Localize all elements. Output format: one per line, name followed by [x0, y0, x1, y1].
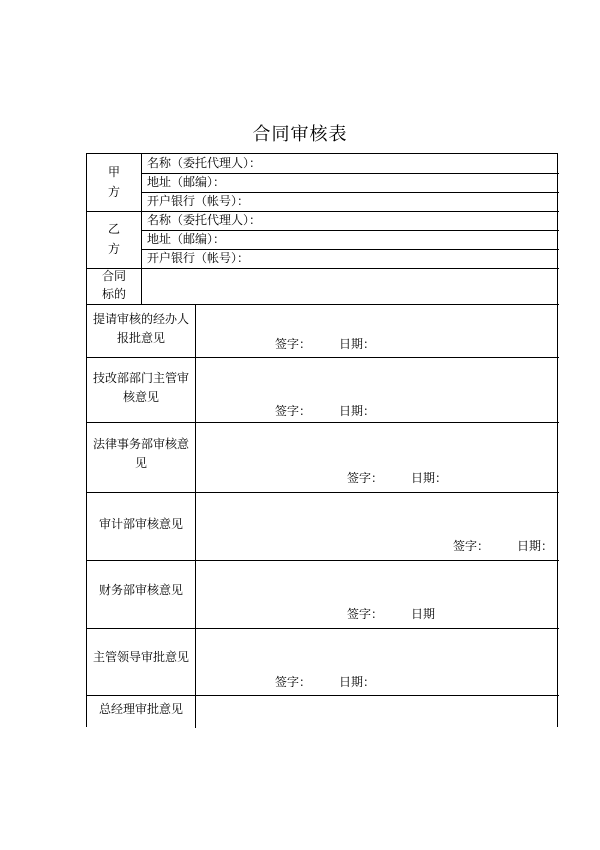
opinion-2-sign[interactable]: 签字： — [275, 404, 312, 418]
row-divider — [87, 357, 559, 358]
opinion-3-label-line1: 法律事务部审核意 — [92, 437, 189, 451]
opinion-1-label-line2: 报批意见 — [116, 331, 165, 345]
party-b-label-line1: 乙 — [107, 222, 120, 236]
opinion-2-date[interactable]: 日期： — [339, 404, 376, 418]
party-b-address-field[interactable]: 地址（邮编）： — [147, 232, 226, 246]
section-divider — [87, 304, 559, 305]
row-divider — [87, 560, 559, 561]
party-a-bank-field[interactable]: 开户银行（帐号）： — [147, 194, 250, 208]
party-a-label-line1: 甲 — [107, 165, 120, 179]
opinion-6-label-line1: 主管领导审批意见 — [92, 650, 189, 664]
opinion-3-date[interactable]: 日期： — [411, 471, 448, 485]
opinion-divider — [195, 304, 196, 728]
party-a-address-field[interactable]: 地址（邮编）： — [147, 175, 226, 189]
row-divider — [87, 695, 559, 696]
opinion-3-sign[interactable]: 签字： — [347, 471, 384, 485]
opinion-4-sign[interactable]: 签字： — [453, 539, 490, 553]
contract-review-form — [86, 153, 558, 727]
subject-divider — [141, 268, 142, 304]
opinion-4-date[interactable]: 日期： — [517, 539, 554, 553]
row-divider — [87, 628, 559, 629]
opinion-7-field[interactable] — [207, 702, 547, 720]
subject-field[interactable] — [147, 276, 547, 294]
subject-label-line2: 标的 — [101, 287, 126, 301]
party-b-label-line2: 方 — [107, 242, 120, 256]
opinion-1-label-line1: 提请审核的经办人 — [92, 312, 189, 326]
opinion-4-label-line1: 审计部审核意见 — [98, 517, 183, 531]
section-divider — [87, 268, 559, 269]
party-b-bank-field[interactable]: 开户银行（帐号）： — [147, 251, 250, 265]
opinion-5-date[interactable]: 日期 — [411, 607, 436, 621]
opinion-2-label-line1: 技改部部门主管审 — [92, 371, 189, 385]
party-a-label-line2: 方 — [107, 185, 120, 199]
opinion-7-label-line1: 总经理审批意见 — [98, 702, 183, 716]
page-title: 合同审核表 — [252, 124, 348, 145]
party-a-name-field[interactable]: 名称（委托代理人）： — [147, 156, 262, 170]
subject-label-line1: 合同 — [101, 269, 126, 283]
row-divider — [87, 422, 559, 423]
opinion-5-sign[interactable]: 签字： — [347, 607, 384, 621]
opinion-1-sign[interactable]: 签字： — [275, 337, 312, 351]
opinion-1-date[interactable]: 日期： — [339, 337, 376, 351]
opinion-3-label-line2: 见 — [134, 456, 147, 470]
opinion-2-label-line2: 核意见 — [122, 390, 159, 404]
opinion-6-sign[interactable]: 签字： — [275, 675, 312, 689]
opinion-6-date[interactable]: 日期： — [339, 675, 376, 689]
opinion-5-label-line1: 财务部审核意见 — [98, 583, 183, 597]
row-divider — [87, 492, 559, 493]
party-b-name-field[interactable]: 名称（委托代理人）： — [147, 213, 262, 227]
